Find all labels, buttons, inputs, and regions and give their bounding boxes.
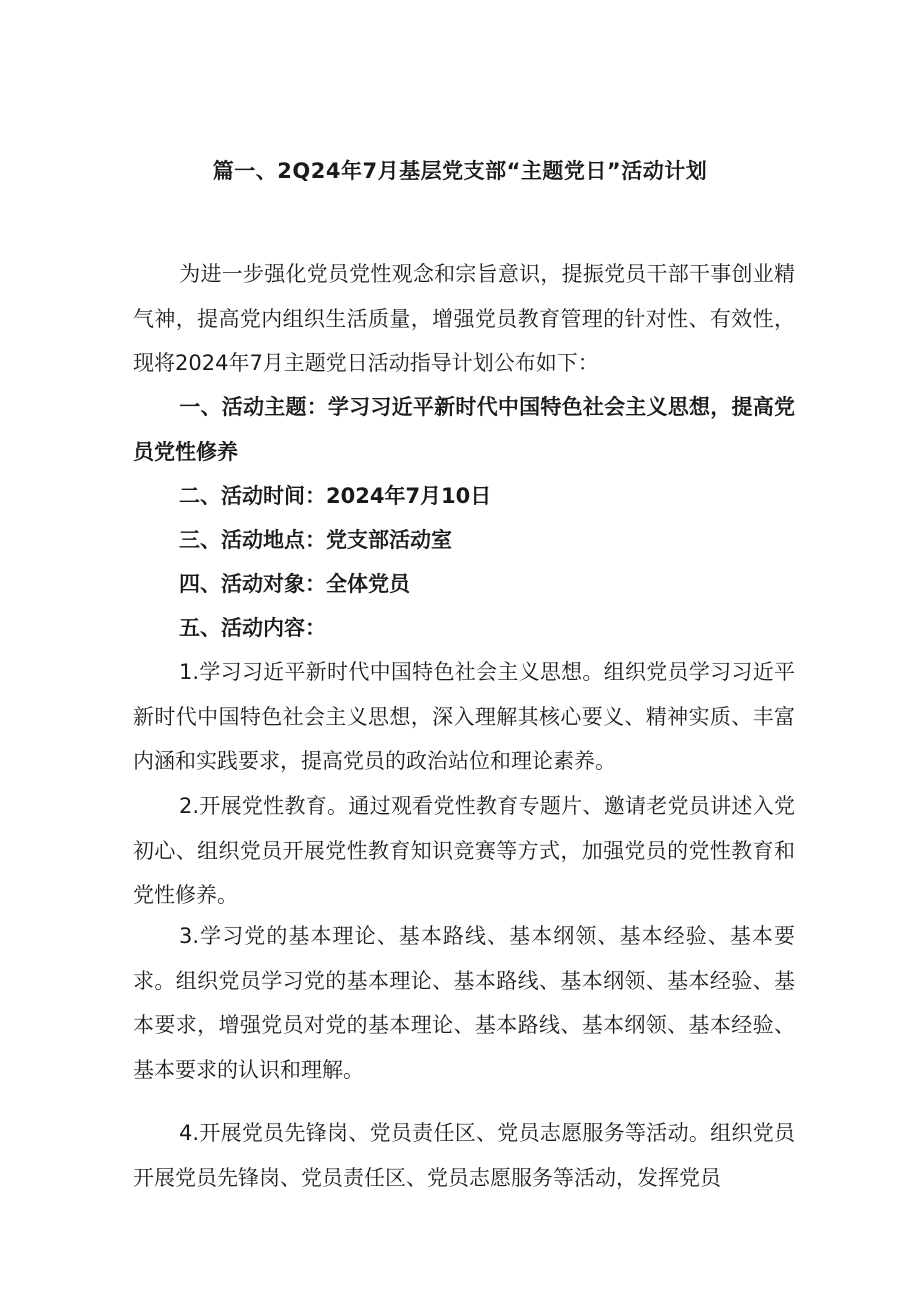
section-place (133, 518, 795, 563)
section-theme-text: 一、活动主题：学习习近平新时代中国特色社会主义思想，提高党员党性修养 (133, 395, 795, 464)
section-content-heading (133, 606, 795, 651)
list-item-text: .开展党性教育。通过观看党性教育专题片、邀请老党员讲述入党初心、组织党员开展党性教育知识竞赛等方式，加强党员的党性教育和党性修养。 (133, 794, 795, 907)
section-place-text: 三、活动地点：党支部活动室 (179, 528, 452, 552)
section-target-text: 四、活动对象：全体党员 (179, 572, 410, 596)
list-item-3 (133, 914, 795, 1092)
section-theme (133, 385, 795, 474)
list-item-number: 3 (179, 924, 193, 948)
list-item-text: .学习习近平新时代中国特色社会主义思想。组织党员学习习近平新时代中国特色社会主义思想，深入理解其核心要义、精神实质、丰富内涵和实践要求，提高党员的政治站位和理论素养。 (133, 660, 795, 773)
section-target (133, 562, 795, 607)
list-item-text: .学习党的基本理论、基本路线、基本纲领、基本经验、基本要求。组织党员学习党的基本理论、基本路线、基本纲领、基本经验、基本要求，增强党员对党的基本理论、基本路线、基本纲领、基本经验、基本要求的认识和理解。 (133, 924, 795, 1082)
section-time (133, 474, 795, 519)
document-title: 篇一、2Q24年7月基层党支部“主题党日”活动计划 (212, 159, 708, 183)
list-item-number: 1 (179, 660, 193, 684)
list-item-2 (133, 784, 795, 918)
section-content-heading-text: 五、活动内容： (179, 616, 326, 640)
list-item-4 (133, 1111, 795, 1200)
intro-paragraph (133, 252, 795, 386)
intro-text: 为进一步强化党员党性观念和宗旨意识，提振党员干部干事创业精气神，提高党内组织生活质量，增强党员教育管理的针对性、有效性，现将2024年7月主题党日活动指导计划公布如下： (133, 262, 795, 375)
list-item-number: 4 (179, 1121, 193, 1145)
section-time-text: 二、活动时间：2024年7月10日 (179, 484, 492, 508)
list-item-1 (133, 650, 795, 784)
list-item-text: .开展党员先锋岗、党员责任区、党员志愿服务等活动。组织党员开展党员先锋岗、党员责任区、党员志愿服务等活动，发挥党员 (133, 1121, 795, 1190)
list-item-number: 2 (179, 794, 193, 818)
